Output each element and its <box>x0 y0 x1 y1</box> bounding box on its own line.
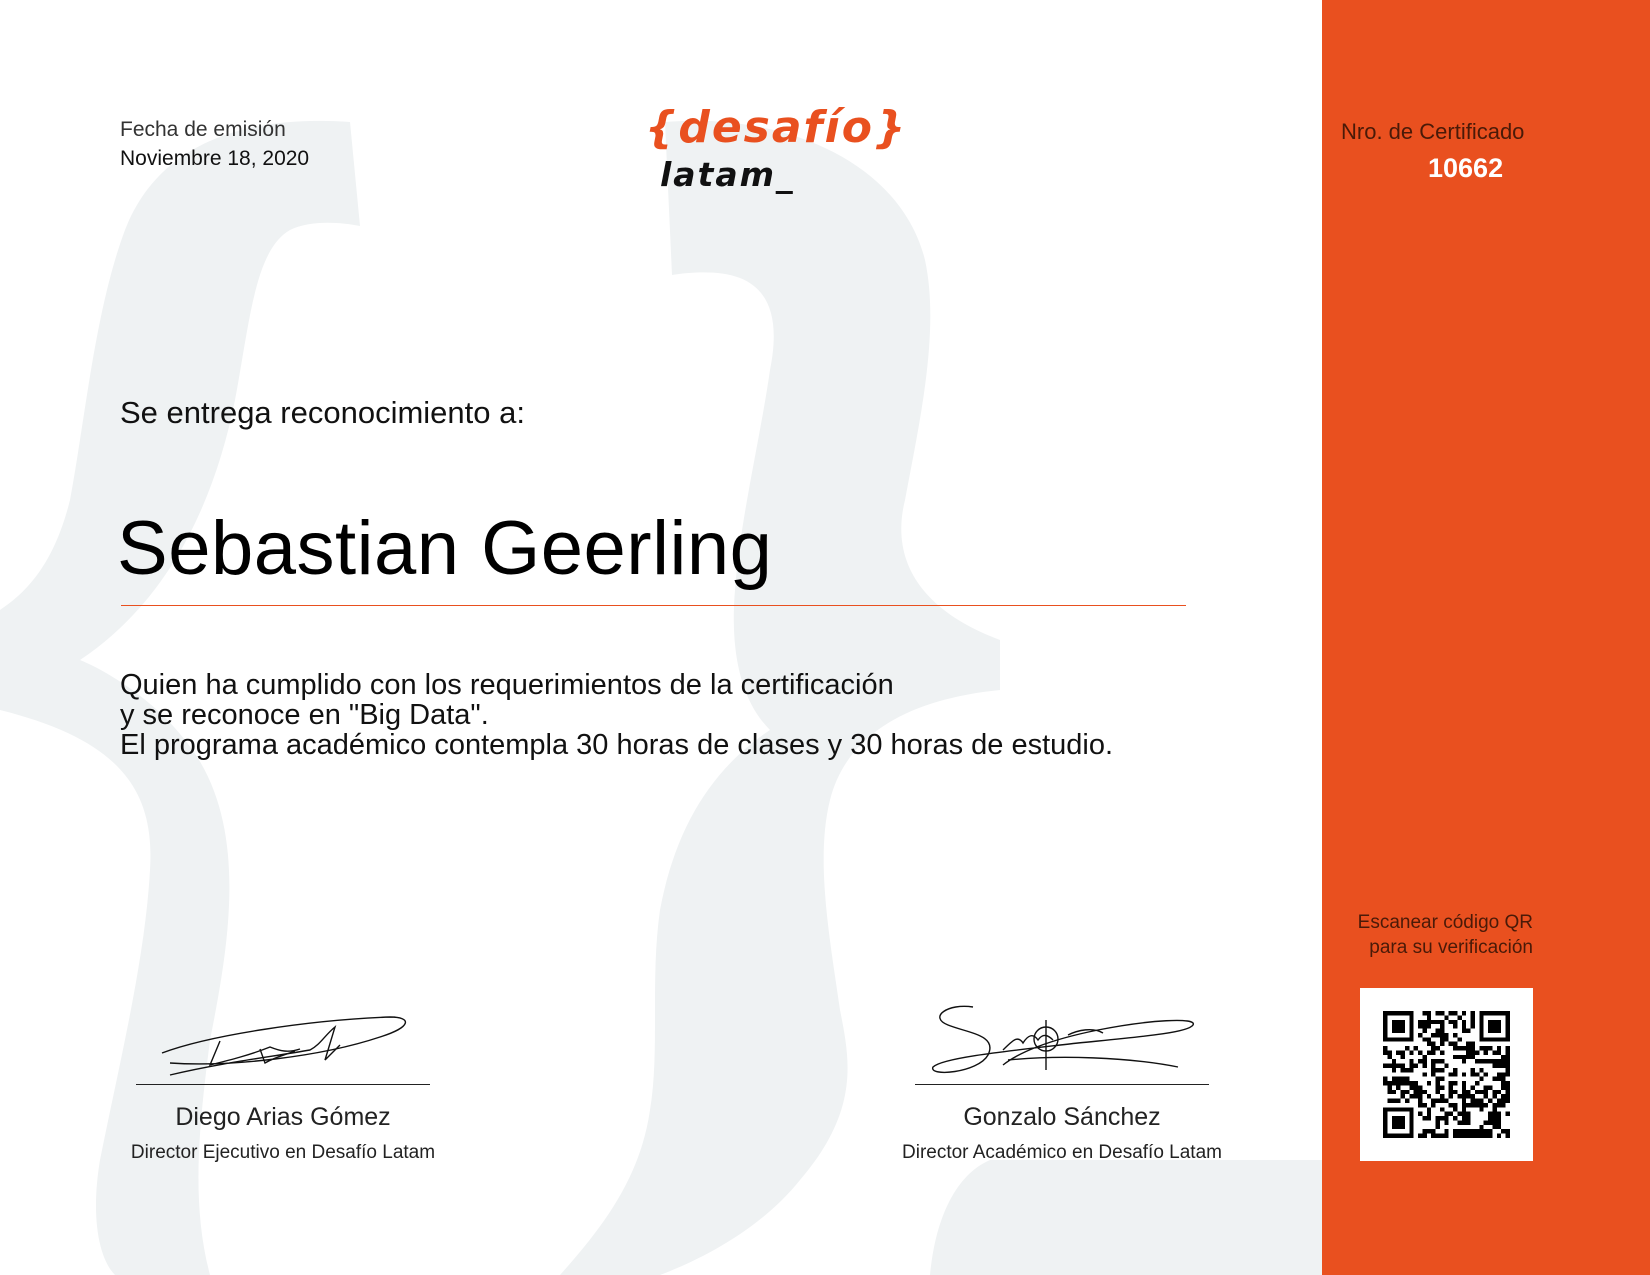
signer-title-right: Director Académico en Desafío Latam <box>902 1142 1222 1163</box>
qr-instruction-line: para su verificación <box>1369 937 1533 958</box>
signature-diego-arias <box>150 1005 420 1085</box>
signer-name-right: Gonzalo Sánchez <box>963 1103 1161 1131</box>
qr-code-icon <box>1383 1011 1510 1138</box>
issue-date: Noviembre 18, 2020 <box>120 147 310 170</box>
certificate-number-label: Nro. de Certificado <box>1341 119 1525 144</box>
signature-line-right <box>915 1084 1209 1085</box>
issue-date-label: Fecha de emisión <box>120 118 286 141</box>
signer-name-left: Diego Arias Gómez <box>175 1103 391 1131</box>
signature-gonzalo-sanchez <box>928 995 1208 1095</box>
body-line: Quien ha cumplido con los requerimientos de la certificación <box>120 669 894 701</box>
qr-code-card[interactable] <box>1360 988 1533 1161</box>
signer-title-left: Director Ejecutivo en Desafío Latam <box>130 1142 436 1163</box>
logo-top-text: {desafío} <box>645 102 908 153</box>
qr-instruction-line: Escanear código QR <box>1357 912 1533 933</box>
body-line: y se reconoce en "Big Data". <box>120 699 489 731</box>
name-underline <box>121 605 1186 606</box>
desafio-latam-logo <box>645 100 915 200</box>
signature-line-left <box>136 1084 430 1085</box>
recognition-intro: Se entrega reconocimiento a: <box>120 395 525 430</box>
certificate-number: 10662 <box>1428 153 1504 183</box>
logo-bottom-text: latam_ <box>660 155 795 194</box>
recipient-name: Sebastian Geerling <box>117 506 773 591</box>
body-line: El programa académico contempla 30 horas de clases y 30 horas de estudio. <box>120 729 1114 761</box>
